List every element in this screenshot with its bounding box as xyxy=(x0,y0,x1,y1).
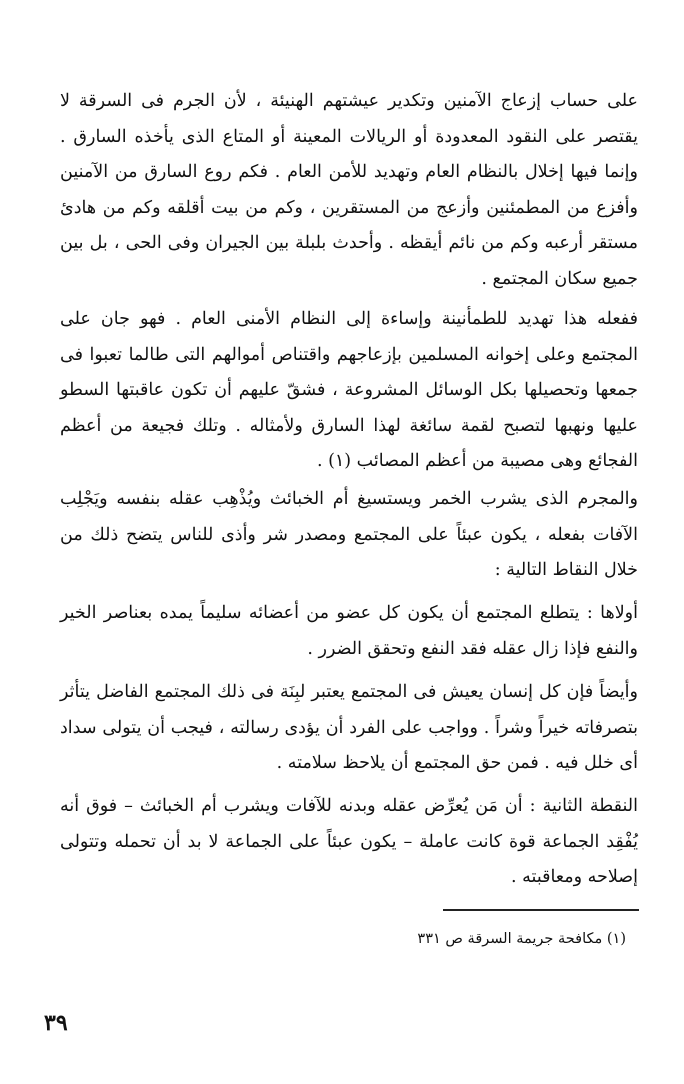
paragraph-4: أولاها : يتطلع المجتمع أن يكون كل عضو من أعضائه سليماً يمده بعناصر الخير والنفع فإذا زال عقله فقد النفع وتحقق الضرر . xyxy=(60,603,638,659)
footnote: (١) مكافحة جريمة السرقة ص ٣٣١ xyxy=(417,931,626,947)
paragraph-3: والمجرم الذى يشرب الخمر ويستسيغ أم الخبائث ويُذْهِب عقله بنفسه ويَجْلِب الآفات بفعله ، يكون عبئاً على المجتمع ومصدر شر وأذى للناس يتضح ذلك من خلال النقاط التالية : xyxy=(60,489,638,580)
paragraph-2: ففعله هذا تهديد للطمأنينة وإساءة إلى النظام الأمنى العام . فهو جان على المجتمع وعلى إخوانه المسلمين بإزعاجهم واقتناص أموالهم التى طالما تعبوا فى جمعها وتحصيلها بكل الوسائل المشروعة ، فشقّ عليهم أن تكون عاقبتها السطو عليها ونهبها لتصبح لقمة سائغة لهذا السارق ولأمثاله . وتلك فجيعة من أعظم الفجائع وهى مصيبة من أعظم المصائب (١) . xyxy=(60,309,638,471)
paragraph-5: وأيضاً فإن كل إنسان يعيش فى المجتمع يعتبر لبِنَة فى ذلك المجتمع الفاضل يتأثر بتصرفاته خيراً وشراً . وواجب على الفرد أن يؤدى رسالته ، فيجب أن يتولى سداد أى خلل فيه . فمن حق المجتمع أن يلاحظ سلامته . xyxy=(60,682,638,773)
footnote-divider xyxy=(443,909,639,911)
paragraph-1: على حساب إزعاج الآمنين وتكدير عيشتهم الهنيئة ، لأن الجرم فى السرقة لا يقتصر على النقود المعدودة أو الريالات المعينة أو المتاع الذى يأخذه السارق . وإنما فيها إخلال بالنظام العام وتهديد للأمن العام . فكم روع السارق من الآمنين وأفزع من المطمئنين وأزعج من المستقرين ، وكم من بيت أقلقه وكم من هادئ مستقر أرعبه وكم من نائم أيقظه . وأحدث بلبلة بين الجيران وفى الحى ، بل بين جميع سكان المجتمع . xyxy=(60,91,638,289)
page-number: ٣٩ xyxy=(44,1010,68,1036)
paragraph-6: النقطة الثانية : أن مَن يُعرِّض عقله وبدنه للآفات ويشرب أم الخبائث – فوق أنه يُفْقِد الجماعة قوة كانت عاملة – يكون عبئاً على الجماعة لا بد أن تحمله وتتولى إصلاحه ومعاقبته . xyxy=(60,796,638,887)
